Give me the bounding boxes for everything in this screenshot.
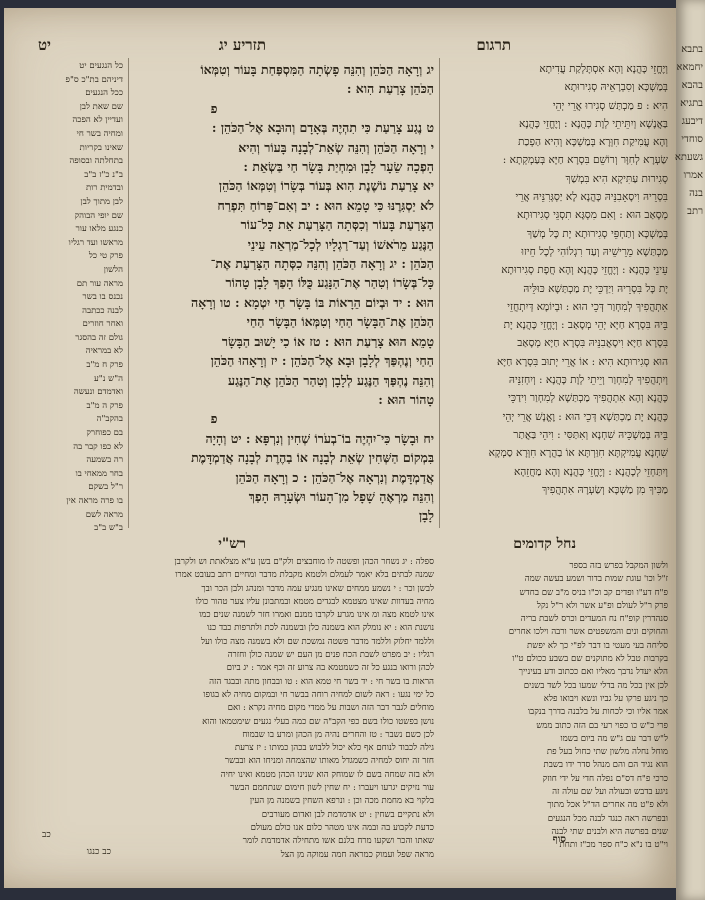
text-line: וְיֶחֱזֵי כָּהֲנָא וְהָא אִסְתָּלְקַת עֲדִיתָא [539, 63, 668, 75]
text-line: הראות בו בשר חי : יד בשר חי טמא הוא : טו ובבחון מתה ובבגד הזה [209, 676, 434, 687]
text-line: וְהִנֵּה נֶהְפַּךְ הַנֶּגַע לְלָבָן וְטִהַר הַכֹּהֵן אֶת־הַנֶּגַע [228, 372, 434, 388]
text-line: וְיִתְהֲפִיךְ לְמִחְוַר וְיֵיתֵי לְוָת כָּהֲנָא : וְיִחְזִנֵּיהּ [508, 374, 668, 387]
text-line: סְגִירוּת עַתִּיקָא הִיא בִּמְשַׁךְ [565, 172, 668, 185]
text-line: אֲדַמְדָּמֶת וְנִרְאָה אֶל־הַכֹּהֵן : כ וְרָאָה הַכֹּהֵן [235, 469, 434, 485]
text-line: וי"ט בו נ"א כ"ח ספר מכ"ז ותחת [559, 840, 668, 851]
text-line: לכן אין בכל מה בדלי שמעו בכל לשד בשנים [523, 680, 668, 691]
text-line: כל ימי נגעו : ראה לשום למחיה רוחה בבשר חי ובמקום מחיה לא בגופו [203, 689, 434, 700]
text-line: נכנס בו בשר [82, 292, 123, 303]
text-line: מוחלים לגבר דבר הזה ושבות על ממדי מקום מחיה נקרא : ואם [227, 703, 434, 714]
text-line: בו פרה מראה אין [66, 496, 123, 506]
text-line: ובדמית רות [85, 183, 123, 194]
text-line: טָמֵא הוּא צָרַעַת הוּא : טז אוֹ כִי יָשׁוּב הַבָּשָׂר [221, 333, 434, 349]
next-page-fragment: בהבא [681, 80, 703, 91]
text-line: לכן כשם נשבר : טז והחרים נהיה מן הכהן ומרע בו שבמוח [242, 729, 434, 740]
text-line: ולא בזה שמחה בשם לו שמוחק הוא שנינו הכהן מטמא ואינו יחיה [220, 769, 434, 780]
text-line: ככל הנגעים [85, 88, 123, 99]
text-line: אינו לטמא מצה ומ אינו מגרע לקרבו ממנם ואמרו חזר לשמנה שנים כמו [199, 610, 434, 621]
text-line: ט נֶגַע צָרַעַת כִּי תִהְיֶה בְּאָדָם וְהוּבָא אֶל־הַכֹּהֵן : [211, 120, 434, 136]
text-line: בַּאֲנָשָׁא וְיִתֵּיתֵי לְוָת כָּהֲנָא : וְיֶחֱזֵי כָּהֲנָא [519, 117, 668, 130]
text-line: בִּסְרָא חַיָּא וִיסָאֲבִנֵּיהּ בִּסְרָא חַיָּא מְסָאַב [517, 337, 668, 350]
text-line: הִיא : פ מַכְתַּשׁ סְגִירוּ אֲרֵי יְהֵי [552, 99, 668, 112]
text-line: טָהוֹר הוּא : [378, 391, 434, 407]
text-line: כרכי פ"ח דס"ם נפלה חדי על ידי חוזק [542, 773, 668, 784]
text-line: פ [210, 411, 218, 427]
text-line: יח וּבָשָׂר כִּי־יִהְיֶה בוֹ־בְעֹרוֹ שְׁחִין וְנִרְפָּא : יט וְהָיָה [205, 430, 434, 446]
text-line: חזר זה יחוס למחיה כשמגדל מאותו שהצמחה ומניחו הוא ובבשר [224, 756, 434, 767]
text-line: ואחר חוזרים [82, 319, 123, 330]
section-end-word: סוף [552, 834, 566, 845]
text-line: שם שאת לבן [79, 101, 123, 112]
text-line: בחר ממאחי בו [75, 468, 123, 479]
text-line: פרי כ"ש כו כפוי רעי בם הזה כתוב ממש [536, 720, 668, 731]
text-line: כנגע מלאו עור [75, 224, 123, 235]
text-line: לא במראיה [85, 346, 123, 357]
next-page-edge [676, 0, 705, 900]
next-page-fragment: בתגיא [680, 98, 703, 109]
text-line: הַכֹּהֵן צָרַעַת הִוא : [346, 81, 434, 97]
next-page-fragment: רתב [687, 206, 703, 217]
page-number: יט [38, 36, 51, 54]
running-header: תזריע יג [218, 36, 266, 54]
text-line: ולא נתקיים בשחין : יט אדמדמת לבן ואדום מעורבים [261, 809, 434, 820]
text-line: ספלה : יג נשחר הכהן ופשטה לו מוחבצים ולק"ם בשן ע"א מצלאתת וש ולקרבן [174, 557, 434, 567]
text-line: הוא נגיד הם והם מנהל סדר ידו בשבת [543, 760, 668, 771]
text-line: דיניהם בת"כ ס"פ [65, 74, 123, 85]
text-line: לבנה ככתבה [82, 305, 123, 316]
text-line: פ [210, 100, 218, 116]
text-line: ואדמדם ונעשה [73, 387, 123, 398]
text-line: בם כפוחרק [86, 428, 123, 439]
text-line: מַכִּיךְ מִן מַשְׁכָּא וְשַׂעְרָהּ אִתְהֲפִיךְ [541, 483, 668, 496]
column-divider [128, 58, 129, 528]
targum-column [443, 60, 668, 528]
text-line: רגליו : יב מפרט לשבת הכח פנים מן העם יש שמנה כולן וחזרה [227, 650, 434, 661]
nahal-kedumim-header: נחל קדומים [513, 536, 576, 552]
book-page [4, 8, 676, 888]
text-line: אִתְהֲפִיךְ לְמִחְוַר דְּכֵי הוּא : וּבְיוֹמָא דְּיִתְחֲזֵי [507, 300, 668, 313]
targum-header: תרגום [476, 36, 511, 54]
text-line: בתחלתה ובסופה [69, 156, 123, 167]
column-divider [439, 58, 440, 528]
text-line: שַׂעְרָא לְחִוָּר וְרוֹשֵׁם בִּסְרָא חַיָּא בְּעַמְקְתָא : [502, 154, 668, 167]
text-line: ב"ש ב"ב [94, 523, 123, 534]
text-line: שם יופי הבוהק [74, 210, 123, 221]
text-line: וְיִתַּחְזֵי לְכָהֲנָא : וְיֶחֱזֵי כָּהֲנָא וְהָא מַחֲזֵהָא [513, 465, 668, 478]
next-page-fragment: סוחדי [681, 134, 703, 145]
text-line: בֵּיהּ בִּסְרָא חַיָּא יְהֵי מְסָאַב : וְיֶחֱזֵי כָּהֲנָא יָת [503, 319, 668, 332]
text-line: בִּמְקוֹם הַשְּׁחִין שְׂאֵת לְבָנָה אוֹ בַהֶרֶת לְבָנָה אֲדַמְדָּמֶת [191, 450, 434, 466]
text-line: הַכֹּהֵן : יג וְרָאָה הַכֹּהֵן וְהִנֵּה כִסְּתָה הַצָּרַעַת אֶת־ [210, 256, 434, 272]
text-line: בְּמַשְׁכָּא וְסִבְרָאֵיהּ סְגִירוּתָא [564, 81, 668, 94]
next-page-fragment: דיבעג [681, 116, 703, 127]
text-line: פרק ח מ"ב [86, 360, 123, 371]
text-line: עור נזיקים יגרעו ויעברו : יח שחין לשון חימום שנתחמם הבשר [230, 783, 434, 794]
catchword: כב כנגו [86, 847, 111, 857]
text-line: אמר אליו וכי לכחות על בלבנה בדרך בנקבו [527, 707, 668, 718]
text-line: בִּסְרֵיהּ וִיסָאֵבִנֵּיהּ כָּהֲנָא לָא יַסְגְּרִנֵּיהּ אֲרֵי [515, 191, 668, 204]
text-line: לכהן ורואו בנגע כל זה כשמטמא בה צרוע זה וכף אמר : יג ביום [226, 663, 434, 674]
next-page-fragment: גשעתא [674, 152, 703, 163]
text-line: הַכֹּהֵן אֶת־הַבָּשָׂר הַחַי וְטִמְּאוֹ הַבָּשָׂר הַחַי [246, 314, 434, 330]
text-line: שאתו והכר ושקעו מרח בלנם אשו מתחילה אדמדמת לומר [242, 836, 434, 847]
rashi-header: רש"י [218, 536, 246, 552]
text-line: ניגע בדבש ובעולה ועל שם עולה זה [552, 787, 668, 798]
text-line: ובפרשה ראה כנגד לבנה מכל הנגעים [547, 813, 668, 824]
text-line: לבן מתוך לבן [80, 196, 123, 207]
text-line: פ"ח דע"ו ופדים קב וכ"ו בניס מ"ב שם בחדש [519, 587, 668, 598]
text-line: גולם זה בהסגר [75, 332, 123, 343]
text-line: מראשו ועד רגליו [68, 237, 123, 248]
text-line: ה"ש נ"ע [93, 373, 123, 384]
text-line: לא כפו קבר בה [73, 441, 123, 452]
next-page-fragment: אמרו [683, 170, 703, 181]
next-page-fragment: בנה [689, 188, 703, 199]
text-line: מוחל נחלה מלשון שתי כחול בעל פת [546, 747, 668, 758]
text-line: כָּהֲנָא וְהָא אִתְהֲפִיךְ מַכְתַּשָׁא לְמִחְוַר וִידַכֵּי [508, 392, 668, 405]
text-line: כָּל־בְּשָׂרוֹ וְטִהַר אֶת־הַנָּגַע כֻּלּוֹ הָפַךְ לָבָן טָהוֹר [225, 275, 434, 291]
text-line: לֹא יַסְגִּרֶנּוּ כִּי טָמֵא הוּא : יב וְאִם־פָּרוֹחַ תִּפְרַח [217, 197, 434, 213]
text-line: עֵינֵי כָּהֲנָא : וְיֶחֱזֵי כָּהֲנָא וְהָא חֲפָת סְגִירוּתָא [501, 264, 668, 277]
text-line: והחוקים ונים והמשפטים אשר ורבה וילכו אחרים [508, 627, 668, 638]
text-line: מראה שפל ועמוק כמראה חמה עמוקה מן הצל [280, 849, 434, 860]
text-line: ל"ש דבר עם ג"ש מה ביום בשמו [560, 733, 668, 744]
text-line: הָפְכָה שֵׂעָר לָבָן וּמִחְיַת בָּשָׂר חַי בַּשְׂאֵת : [243, 159, 434, 175]
text-line: פרק ה מ"ב [86, 400, 123, 411]
text-line: הוּא : יד וּבְיוֹם הֵרָאוֹת בּוֹ בָּשָׂר חַי יִטְמָא : טו וְרָאָה [191, 294, 434, 310]
signature-mark: כב [42, 830, 51, 840]
next-page-fragment: יחמאא [676, 62, 703, 73]
text-line: שמנה לבתים בלא יאמר לעמלם ולטמא מקבלת מדבר ומחיים רתב בעובט אמרו [175, 570, 434, 581]
text-line: וללמד יחלוק וללמד מדבר פשטה נמשכת שם ולא בשמנה מצה כולו ועל [201, 636, 434, 647]
text-line: בְּמַשְׁכָּא וְתַחְפֵּי סְגִירוּתָא יָת כָּל מְשַׁךְ [526, 227, 668, 240]
text-line: בֵּיהּ בְּמַשְׁכֵּיהּ שִׁחְנָא וְאִתַּסִּי : וִיהֵי בַּאֲתַר [513, 428, 668, 441]
text-line: ר"ל בשקם [88, 482, 123, 493]
text-line: שאינו בקריות [79, 142, 123, 153]
text-line: בלקוי בא מחמת מכה וכן : ונרפא השחין בשמנה מן העין [249, 796, 434, 807]
text-line: ז"ל וכו' עוגת שמות בדור ושמע בעשה שמה [524, 574, 668, 585]
text-line: יָת כָּל בִּסְרֵיהּ וִיַדְכֵּי יָת מַכְתַּשָׁא כּוּלֵּיהּ [523, 282, 668, 295]
text-line: גילה לכבוד לנוחם אף כלא יכול ללבוש בכהן כמותו : יז צרעת [234, 743, 434, 754]
text-line: כל הנגעים יט [79, 61, 123, 71]
text-line: וְהָא עֲמִיקַת חִוְּרָא בְּמַשְׁכָּא וְהִיא הַפְכַת [517, 136, 668, 149]
text-line: י וְרָאָה הַכֹּהֵן וְהִנֵּה שְׂאֵת־לְבָנָה בָּעוֹר וְהִיא [238, 139, 434, 155]
text-line: כָּהֲנָא יָת מַכְתַּשָׁא דְּכֵי הוּא : וֶאֱנָשׁ אֲרֵי יְהֵי [502, 410, 668, 423]
text-line: הוּא סְגִירוּתָא הִיא : אוֹ אֲרֵי יְתוּב בִּסְרָא חַיָּא [497, 355, 668, 368]
text-line: מַכְתַּשָׁא מֵרֵישֵׁיהּ וְעַד רִגְלוֹהִי לְכָל חֵיזוּ [521, 245, 668, 258]
text-line: ועדיין לא הפכה [72, 115, 123, 126]
text-line: לָבָן [418, 508, 434, 524]
text-line: מראה לשם [85, 509, 123, 520]
text-line: ולא פ"ט מה אחרים הד"ל אכל מתוך [547, 800, 668, 811]
text-line: פרק ר"ל לעולם ופ"ע אשר ולא ר"ל נקל [536, 600, 668, 611]
text-line: שִׁחְנָא עֲמִיקְתָּא חִוַּרְתָּא אוֹ בַהֲרָא חִוְּרָא סַמְקָא [488, 447, 668, 460]
torah-text-column [134, 60, 434, 528]
text-line: נושן בפשטו כולו בשם כפי הקב"ה שם כמה בעלי נגעים שימטמאו והוא [202, 716, 434, 727]
text-line: הַנֶּגַע מֵרֹאשׁוֹ וְעַד־רַגְלָיו לְכָל־מַרְאֵה עֵינֵי [247, 236, 434, 252]
text-line: הלא יעדל נדבך מאליו ואם ככתוב ודע בעינייך [518, 667, 668, 678]
text-line: יא צָרַעַת נוֹשֶׁנֶת הִוא בְּעוֹר בְּשָׂרוֹ וְטִמְּאוֹ הַכֹּהֵן [218, 178, 434, 194]
nahal-kedumim-column [443, 560, 668, 850]
margin-notes-column [11, 60, 123, 534]
text-line: בקרבות טבל לא מתוקנים שם בשבע ככולם ט"ו [512, 654, 668, 665]
next-page-fragment: בתבא [681, 44, 703, 55]
text-line: כך ניגע פרקו על גביו ונשא ויבואו פלא [543, 693, 668, 704]
text-line: וְהִנֵּה מַרְאֶהָ שָׁפָל מִן־הָעוֹר וּשְׂעָרָהּ הָפַךְ [248, 488, 434, 504]
text-line: סנהדרין קופ"ח נח המעדים וכרס לשבת בריה [520, 614, 668, 625]
text-line: נושנת הוא : יא נומלק הוא בשמנה כלן ובשמנה לכת ולתרפות כבד כנו [207, 623, 434, 634]
text-line: פרק טי כל [88, 251, 123, 262]
text-line: הלשון [103, 264, 123, 275]
text-line: ולשון המקבל בפרש בזה בספר [569, 561, 668, 571]
text-line: ב"נ כ"ז ב"ב [84, 169, 123, 180]
text-line: לבשן וכר : י נשמע ממחים שאינו מנגיע עמה מדבר ומנהג ולבן הכר ובך [201, 583, 434, 594]
text-line: ומחיה בשר חי [76, 128, 123, 139]
text-line: הַצָּרַעַת בָּעוֹר וְכִסְּתָה הַצָּרַעַת אֵת כָּל־עוֹר [240, 217, 434, 233]
text-line: מחיה בעדוות שאינו מצטמא לבגדים מטמא ובמתבונן עליו צער טהור כולו [195, 596, 434, 607]
text-line: רה בשמעה [86, 455, 123, 466]
text-line: הַחַי וְנֶהְפַּךְ לְלָבָן וּבָא אֶל־הַכֹּהֵן : יז וְרָאָהוּ הַכֹּהֵן [210, 353, 434, 369]
text-line: בהקב"ה [96, 414, 123, 425]
text-line: מראה עור תם [76, 278, 123, 289]
text-line: שנים בפרשה היא ולבנים שתי לבנה [551, 826, 668, 837]
text-line: סליחה בעי מעטי בו דבר לפ"י כך לא יפשת [527, 640, 668, 651]
text-line: יג וְרָאָה הַכֹּהֵן וְהִנֵּה פָשְׂתָה הַמִּסְפַּחַת בָּעוֹר וְטִמְּאוֹ [200, 62, 434, 77]
text-line: מְסָאַב הוּא : וְאִם מִסְגָּא תִסְגֵּי סְגִירוּתָא [517, 209, 668, 222]
text-line: כדעת לקבוע בה ובמה אינו מטהר כלום אנו כולם מעולם [250, 822, 434, 833]
